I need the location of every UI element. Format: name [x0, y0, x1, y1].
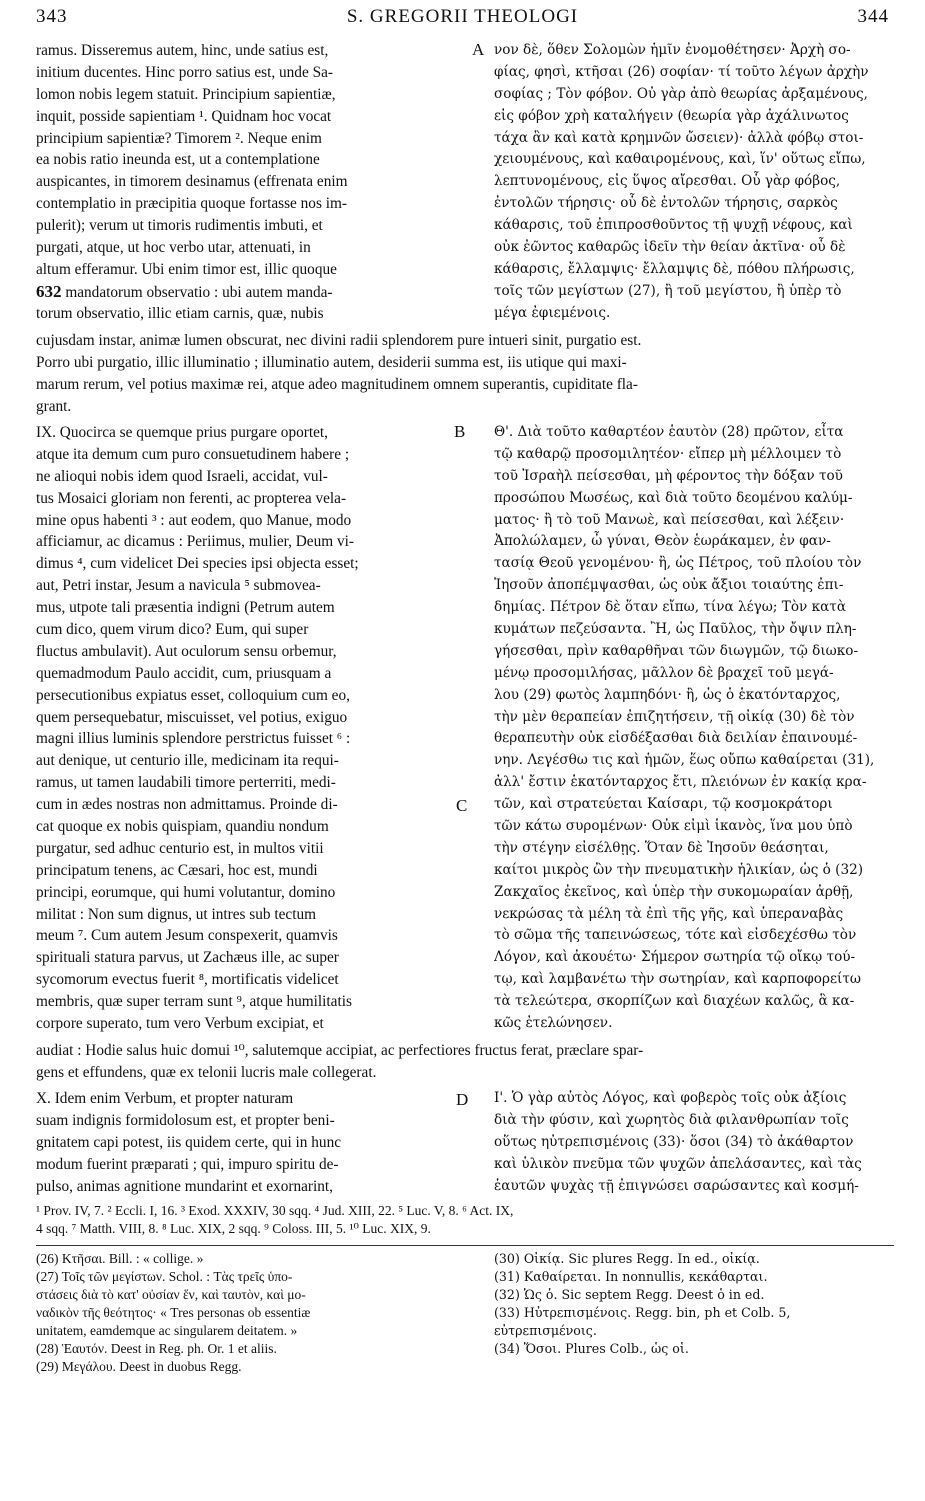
text-line: τὸ σῶμα τῆς ταπεινώσεως, τότε καὶ εἰσδεχέσθω τὸν — [494, 927, 857, 944]
text-line: τῳ, καὶ λαμβανέτω τὴν σωτηρίαν, καὶ καρποφορείτω — [494, 971, 861, 988]
greek-column-1 — [494, 40, 894, 325]
text-line: spirituali statura parvus, ut Zachæus ille, ac super — [36, 949, 339, 967]
text-line: altum efferamur. Ubi enim timor est, illic quoque — [36, 260, 337, 278]
text-line: γήσεσθαι, πρὶν καθαρθῆναι τῶν διωγμῶν, τῷ διωκο- — [494, 642, 859, 659]
text-line: IX. Quocirca se quemque prius purgare oportet, — [36, 424, 328, 441]
text-line: afficiamur, ac dicamus : Periimus, mulier, Deum vi- — [36, 533, 354, 551]
text-line: λου (29) φωτὸς λαμπηδόνι· ἢ, ὡς ὁ ἑκατόνταρχος, — [494, 686, 841, 703]
full-width-text-1 — [36, 330, 894, 418]
text-line: κυμάτων πεζεύσαντα. Ἢ, ὡς Παῦλος, τὴν ὄψιν πλη- — [494, 621, 857, 638]
full-width-text-2 — [36, 1040, 894, 1084]
text-line: τάχα ἂν καὶ κατὰ κρημνῶν ὤσειεν)· ἀλλὰ φόβῳ στοι- — [494, 129, 864, 146]
text-line: Ἰησοῦν ἀποπέμψασθαι, ὡς οὐκ ἄξιοι τοιαύτης ἐπι- — [494, 577, 844, 594]
text-line: τῷ καθαρῷ προσομιλητέον· εἴπερ μὴ μέλλοιμεν τὸ — [494, 445, 842, 462]
text-line: τὴν μὲν θεραπείαν ἐπιζητήσειν, τῇ οἰκίᾳ (30) δὲ τὸν — [494, 708, 855, 725]
text-line: οὐκ ἐῶντος καθαρῶς ἰδεῖν τὴν θείαν ἀκτῖνα· οὗ δὲ — [494, 239, 846, 256]
text-line: ἀλλ' ἔστιν ἑκατόνταρχος ἔτι, πλειόνων ἐν κακίᾳ κρα- — [494, 774, 867, 791]
text-line: ματος· ἢ τὸ τοῦ Μανωὲ, καὶ πείσεσθαι, καὶ λέξειν· — [494, 511, 845, 528]
text-line: ἐντολῶν τήρησις· οὗ δὲ ἐντολῶν τήρησις, σαρκὸς — [494, 195, 838, 212]
text-line: atque ita demum cum puro consuetudinem habere ; — [36, 445, 350, 463]
text-line: marum rerum, vel potius maximæ rei, atque adeo magnitudinem omnem superantis, cupiditate fla- — [36, 375, 638, 393]
text-line: οὕτως ηὐτρεπισμένοις (33)· ὅσοι (34) τὸ ἀκάθαρτον — [494, 1133, 854, 1150]
text-line: τασίᾳ Θεοῦ γενομένου· ἢ, ὡς Πέτρος, τοῦ πλοίου τὸν — [494, 555, 862, 572]
note-line: εὐτρεπισμένοις. — [494, 1323, 597, 1338]
note-line: (29) Μεγάλου. Deest in duobus Regg. — [36, 1359, 242, 1374]
text-line: τοῦ Ἰσραὴλ πείσεσθαι, μὴ φέροντος τὴν δόξαν τοῦ — [494, 467, 843, 484]
text-line: Porro ubi purgatio, illic illuminatio ; illuminatio autem, desiderii summa est, iis utique qui maxi- — [36, 353, 627, 371]
text-line: quem persequebatur, miscuisset, vel potius, exiguo — [36, 708, 348, 726]
text-line: modum fuerint præparati ; qui, impuro spiritu de- — [36, 1155, 339, 1173]
text-line: Ζακχαῖος ἐκεῖνος, καὶ ὑπὲρ τὴν συκομωραίαν ἀρθῇ, — [494, 883, 854, 900]
text-line: κάθαρσις, τοῦ ἐπιπροσθοῦντος τῇ ψυχῇ νέφους, καὶ — [494, 217, 853, 234]
text-line: initium ducentes. Hinc porro satius est, unde Sa- — [36, 63, 333, 81]
text-line: meum ⁷. Cum autem Jesum conspexerit, quamvis — [36, 927, 338, 945]
text-line: corpore superato, tum vero Verbum excipiat, et — [36, 1015, 324, 1033]
note-line: unitatem, eamdemque ac singularem deitatem. » — [36, 1323, 298, 1338]
column-number: 632 — [36, 281, 62, 301]
text-line-content: mandatorum observatio : ubi autem manda- — [65, 283, 333, 301]
greek-column-2 — [494, 422, 894, 1036]
text-line: purgatur, sed adhuc centurio est, in multos vitii — [36, 839, 324, 857]
text-line: εἰς φόβον χρὴ καταλήγειν (θεωρία γὰρ ἀχάλινωτος — [494, 107, 849, 124]
text-line: τὴν στέγην εἰσέλθῃς. Ὅταν δὲ Ἰησοῦν θεάσηται, — [494, 839, 829, 856]
text-line: suam indignis formidolosum est, et propter beni- — [36, 1111, 335, 1129]
text-line: dimus ⁴, cum videlicet Dei species ipsi objecta esset; — [36, 555, 359, 573]
text-line: cum dico, quem virum dico? Eum, qui super — [36, 621, 309, 639]
text-line: νον δὲ, ὅθεν Σολομὼν ἡμῖν ἐνομοθέτησεν· Ἀρχὴ σο- — [494, 42, 851, 58]
note-line: (32) Ὡς ὁ. Sic septem Regg. Deest ὁ in ed. — [494, 1287, 765, 1302]
reference-line: 4 sqq. ⁷ Matth. VIII, 8. ⁸ Luc. XIX, 2 sqq. ⁹ Coloss. III, 5. ¹⁰ Luc. XIX, 9. — [36, 1221, 431, 1236]
text-line: ramus. Disseremus autem, hinc, unde satius est, — [36, 42, 329, 59]
text-line: προσώπου Μωσέως, καὶ διὰ τοῦτο δεομένου καλύμ- — [494, 489, 853, 506]
text-line: τῶν κάτω συρομένων· Οὐκ εἰμὶ ἱκανὸς, ἵνα μου ὑπὸ — [494, 818, 853, 835]
text-line: καὶ ὑλικὸν πνεῦμα τῶν ψυχῶν ἀπελάσαντες, καὶ τὰς — [494, 1155, 862, 1172]
text-line: ἑαυτῶν ψυχὰς τῇ ἐπιγνώσει σαρώσαντες καὶ κοσμή- — [494, 1177, 859, 1194]
text-line: aut, Petri instar, Jesum a navicula ⁵ submovea- — [36, 577, 321, 595]
margin-marker-a: A — [472, 40, 485, 59]
margin-marker-b: B — [454, 422, 466, 441]
text-line: persecutionibus expiatus esset, colloquium cum eo, — [36, 686, 350, 704]
text-line: διὰ τὴν φύσιν, καὶ χωρητὸς διὰ φιλανθρωπίαν τοῖς — [494, 1111, 849, 1128]
text-line: fluctus ambulavit). Aut oculorum sensu orbemur, — [36, 642, 337, 660]
running-title: S. GREGORII THEOLOGI — [346, 6, 579, 27]
note-line: (34) Ὅσοι. Plures Colb., ὡς οἱ. — [494, 1341, 689, 1356]
text-line: mus, utpote tali præsentia indigni (Petrum autem — [36, 599, 335, 617]
text-line: ea nobis ratio ineunda est, ut a contemplatione — [36, 151, 320, 169]
page-header — [0, 6, 925, 36]
text-line: lomon nobis legem statuit. Principium sapientiæ, — [36, 85, 336, 103]
text-line: cum in ædes nostras non admittamus. Proinde di- — [36, 796, 338, 814]
text-line: pulso, animas agnitione mundarint et exornarint, — [36, 1177, 333, 1195]
text-line: μένῳ προσομιλήσας, μᾶλλον δὲ βραχεῖ τοῦ μεγά- — [494, 664, 834, 681]
text-line: gnitatem capi potest, iis quidem certe, qui in hunc — [36, 1133, 342, 1151]
notes-left-column — [36, 1250, 468, 1382]
text-line: grant. — [36, 397, 72, 415]
page-number-right: 344 — [857, 6, 889, 27]
text-line: tus Mosaici gloriam non ferenti, ac propterea vela- — [36, 489, 347, 507]
text-line: torum observatio, illic etiam carnis, quæ, nubis — [36, 304, 324, 322]
scripture-references — [36, 1202, 894, 1242]
text-line: gens et effundens, quæ ex telonii lucris male collegerat. — [36, 1063, 377, 1081]
note-line: (33) Ηὐτρεπισμένοις. Regg. bin, ph et Colb. 5, — [494, 1305, 791, 1320]
text-line: μέγα ἐφιεμένοις. — [494, 304, 611, 321]
note-line: (28) Ἑαυτόν. Deest in Reg. ph. Or. 1 et aliis. — [36, 1341, 277, 1356]
text-line: membris, quæ super terram sunt ⁹, atque humilitatis — [36, 993, 352, 1011]
text-line — [36, 281, 468, 303]
text-line: cat quoque ex nobis quispiam, quandiu nondum — [36, 818, 329, 836]
text-line: κάθαρσις, ἔλλαμψις· ἔλλαμψις δὲ, πόθου πλήρωσις, — [494, 260, 855, 277]
section-2 — [36, 422, 894, 1036]
text-line: νην. Λεγέσθω τις καὶ ἡμῶν, ἕως οὔπω καθαίρεται (31), — [494, 752, 875, 769]
notes-divider — [36, 1245, 894, 1246]
text-line: audiat : Hodie salus huic domui ¹⁰, salutemque accipiat, ac perfectiores fructus ferat, præclare spar- — [36, 1042, 644, 1059]
text-line: principi, eorumque, qui humi volutantur, domino — [36, 883, 336, 901]
text-line: νεκρώσας τὰ μέλη τὰ ἐπὶ τῆς γῆς, καὶ ὑπεραναβὰς — [494, 905, 844, 922]
text-line: inquit, posside sapientiam ¹. Quidnam hoc vocat — [36, 107, 332, 125]
latin-column-2 — [36, 422, 468, 1036]
text-line: purgati, atque, ut hoc verbo utar, attenuati, in — [36, 239, 311, 257]
greek-column-3 — [494, 1088, 894, 1198]
text-line: militat : Non sum dignus, ut intres sub tectum — [36, 905, 317, 923]
text-line: Λόγον, καὶ ἀκουέτω· Σήμερον σωτηρία τῷ οἴκῳ τού- — [494, 949, 856, 966]
note-line: (31) Καθαίρεται. In nonnullis, κεκάθαρται. — [494, 1269, 768, 1284]
reference-line: ¹ Prov. IV, 7. ² Eccli. I, 16. ³ Exod. XXXIV, 30 sqq. ⁴ Jud. XIII, 22. ⁵ Luc. V, 8. ⁶ Act. IX, — [36, 1203, 514, 1218]
notes-right-column — [494, 1250, 894, 1382]
text-line: quemadmodum Paulo accidit, cum, priusquam a — [36, 664, 332, 682]
text-line: ramus, ut tamen laudabili timore perterriti, medi- — [36, 774, 336, 792]
text-line: auspicantes, in timorem desinamus (effrenata enim — [36, 173, 348, 191]
latin-column-1 — [36, 40, 468, 325]
note-line: ναδικὸν τῆς θεότητος· « Tres personas ob essentiæ — [36, 1305, 311, 1320]
text-line: τὰ τελεώτερα, σκορπίζων καὶ διαχέων καλῶς, ἃ κα- — [494, 993, 855, 1010]
text-line: X. Idem enim Verbum, et propter naturam — [36, 1090, 294, 1107]
text-line: principium sapientiæ? Timorem ². Neque enim — [36, 129, 322, 147]
text-line: Ι'. Ὁ γὰρ αὐτὸς Λόγος, καὶ φοβερὸς τοῖς οὐκ ἀξίοις — [494, 1090, 847, 1106]
text-line: λεπτυνομένους, εἰς ὕψος αἴρεσθαι. Οὗ γὰρ φόβος, — [494, 173, 841, 190]
text-line: magni illius luminis splendore perstrictus fuisset ⁶ : — [36, 730, 351, 748]
text-line: ne alioqui nobis idem quod Israeli, accidat, vul- — [36, 467, 328, 485]
text-line: aut denique, ut centurio ille, medicinam ita requi- — [36, 752, 339, 770]
margin-marker-c: C — [456, 796, 468, 815]
text-line: θεραπευτὴν οὐκ εἰσδέξασθαι διὰ δειλίαν ἐπαινουμέ- — [494, 730, 858, 747]
note-line: (30) Οἰκίᾳ. Sic plures Regg. In ed., οἰκίᾳ. — [494, 1251, 760, 1266]
text-line: mine opus habenti ³ : aut eodem, quo Manue, modo — [36, 511, 352, 529]
section-3 — [36, 1088, 894, 1198]
text-line: pulerit); verum ut timoris rudimentis imbuti, et — [36, 217, 323, 235]
page-number-left: 343 — [36, 6, 68, 27]
latin-column-3 — [36, 1088, 468, 1198]
text-line: κῶς ἐτελώνησεν. — [494, 1015, 613, 1032]
critical-notes — [36, 1250, 894, 1382]
text-line: cujusdam instar, animæ lumen obscurat, nec divini radii splendorem pure intueri sinit, purgatio est. — [36, 332, 642, 349]
text-line: Θ'. Διὰ τοῦτο καθαρτέον ἑαυτὸν (28) πρῶτον, εἶτα — [494, 424, 844, 440]
note-line: (27) Τοῖς τῶν μεγίστων. Schol. : Τὰς τρεῖς ὑπο- — [36, 1269, 293, 1284]
text-line: τοῖς τῶν μεγίστων (27), ἢ τοῦ μεγίστου, ἢ ὑπὲρ τὸ — [494, 282, 842, 299]
text-line: Ἀπολώλαμεν, ὦ γύναι, Θεὸν ἑωράκαμεν, ἐν φαν- — [494, 533, 831, 550]
margin-marker-d: D — [456, 1090, 469, 1109]
text-line: δημίας. Πέτρον δὲ ὅταν εἴπω, τίνα λέγω; Τὸν κατὰ — [494, 599, 847, 616]
text-line: sycomorum evectus fuerit ⁸, mortificatis videlicet — [36, 971, 339, 989]
note-line: στάσεις διὰ τὸ κατ' οὐσίαν ἕν, καὶ ταυτὸν, καὶ μο- — [36, 1287, 306, 1302]
text-line: φίας, φησὶ, κτῆσαι (26) σοφίαν· τί τοῦτο λέγων ἀρχὴν — [494, 63, 869, 80]
text-line: σοφίας ; Τὸν φόβον. Οὐ γὰρ ἀπὸ θεωρίας ἀρξαμένους, — [494, 85, 868, 102]
text-line: contemplatio in præcipitia quoque fortasse nos im- — [36, 195, 347, 213]
note-line: (26) Κτῆσαι. Bill. : « collige. » — [36, 1251, 204, 1266]
text-line: principatum tenens, ac Cæsari, hoc est, mundi — [36, 861, 318, 879]
text-line: χειουμένους, καὶ καθαιρομένους, καὶ, ἵν' οὕτως εἴπω, — [494, 151, 866, 168]
text-line: τῶν, καὶ στρατεύεται Καίσαρι, τῷ κοσμοκράτορι — [494, 796, 833, 813]
text-line: καίτοι μικρὸς ὢν τὴν πνευματικὴν ἡλικίαν, ὡς ὁ (32) — [494, 861, 864, 878]
section-1 — [36, 40, 894, 325]
